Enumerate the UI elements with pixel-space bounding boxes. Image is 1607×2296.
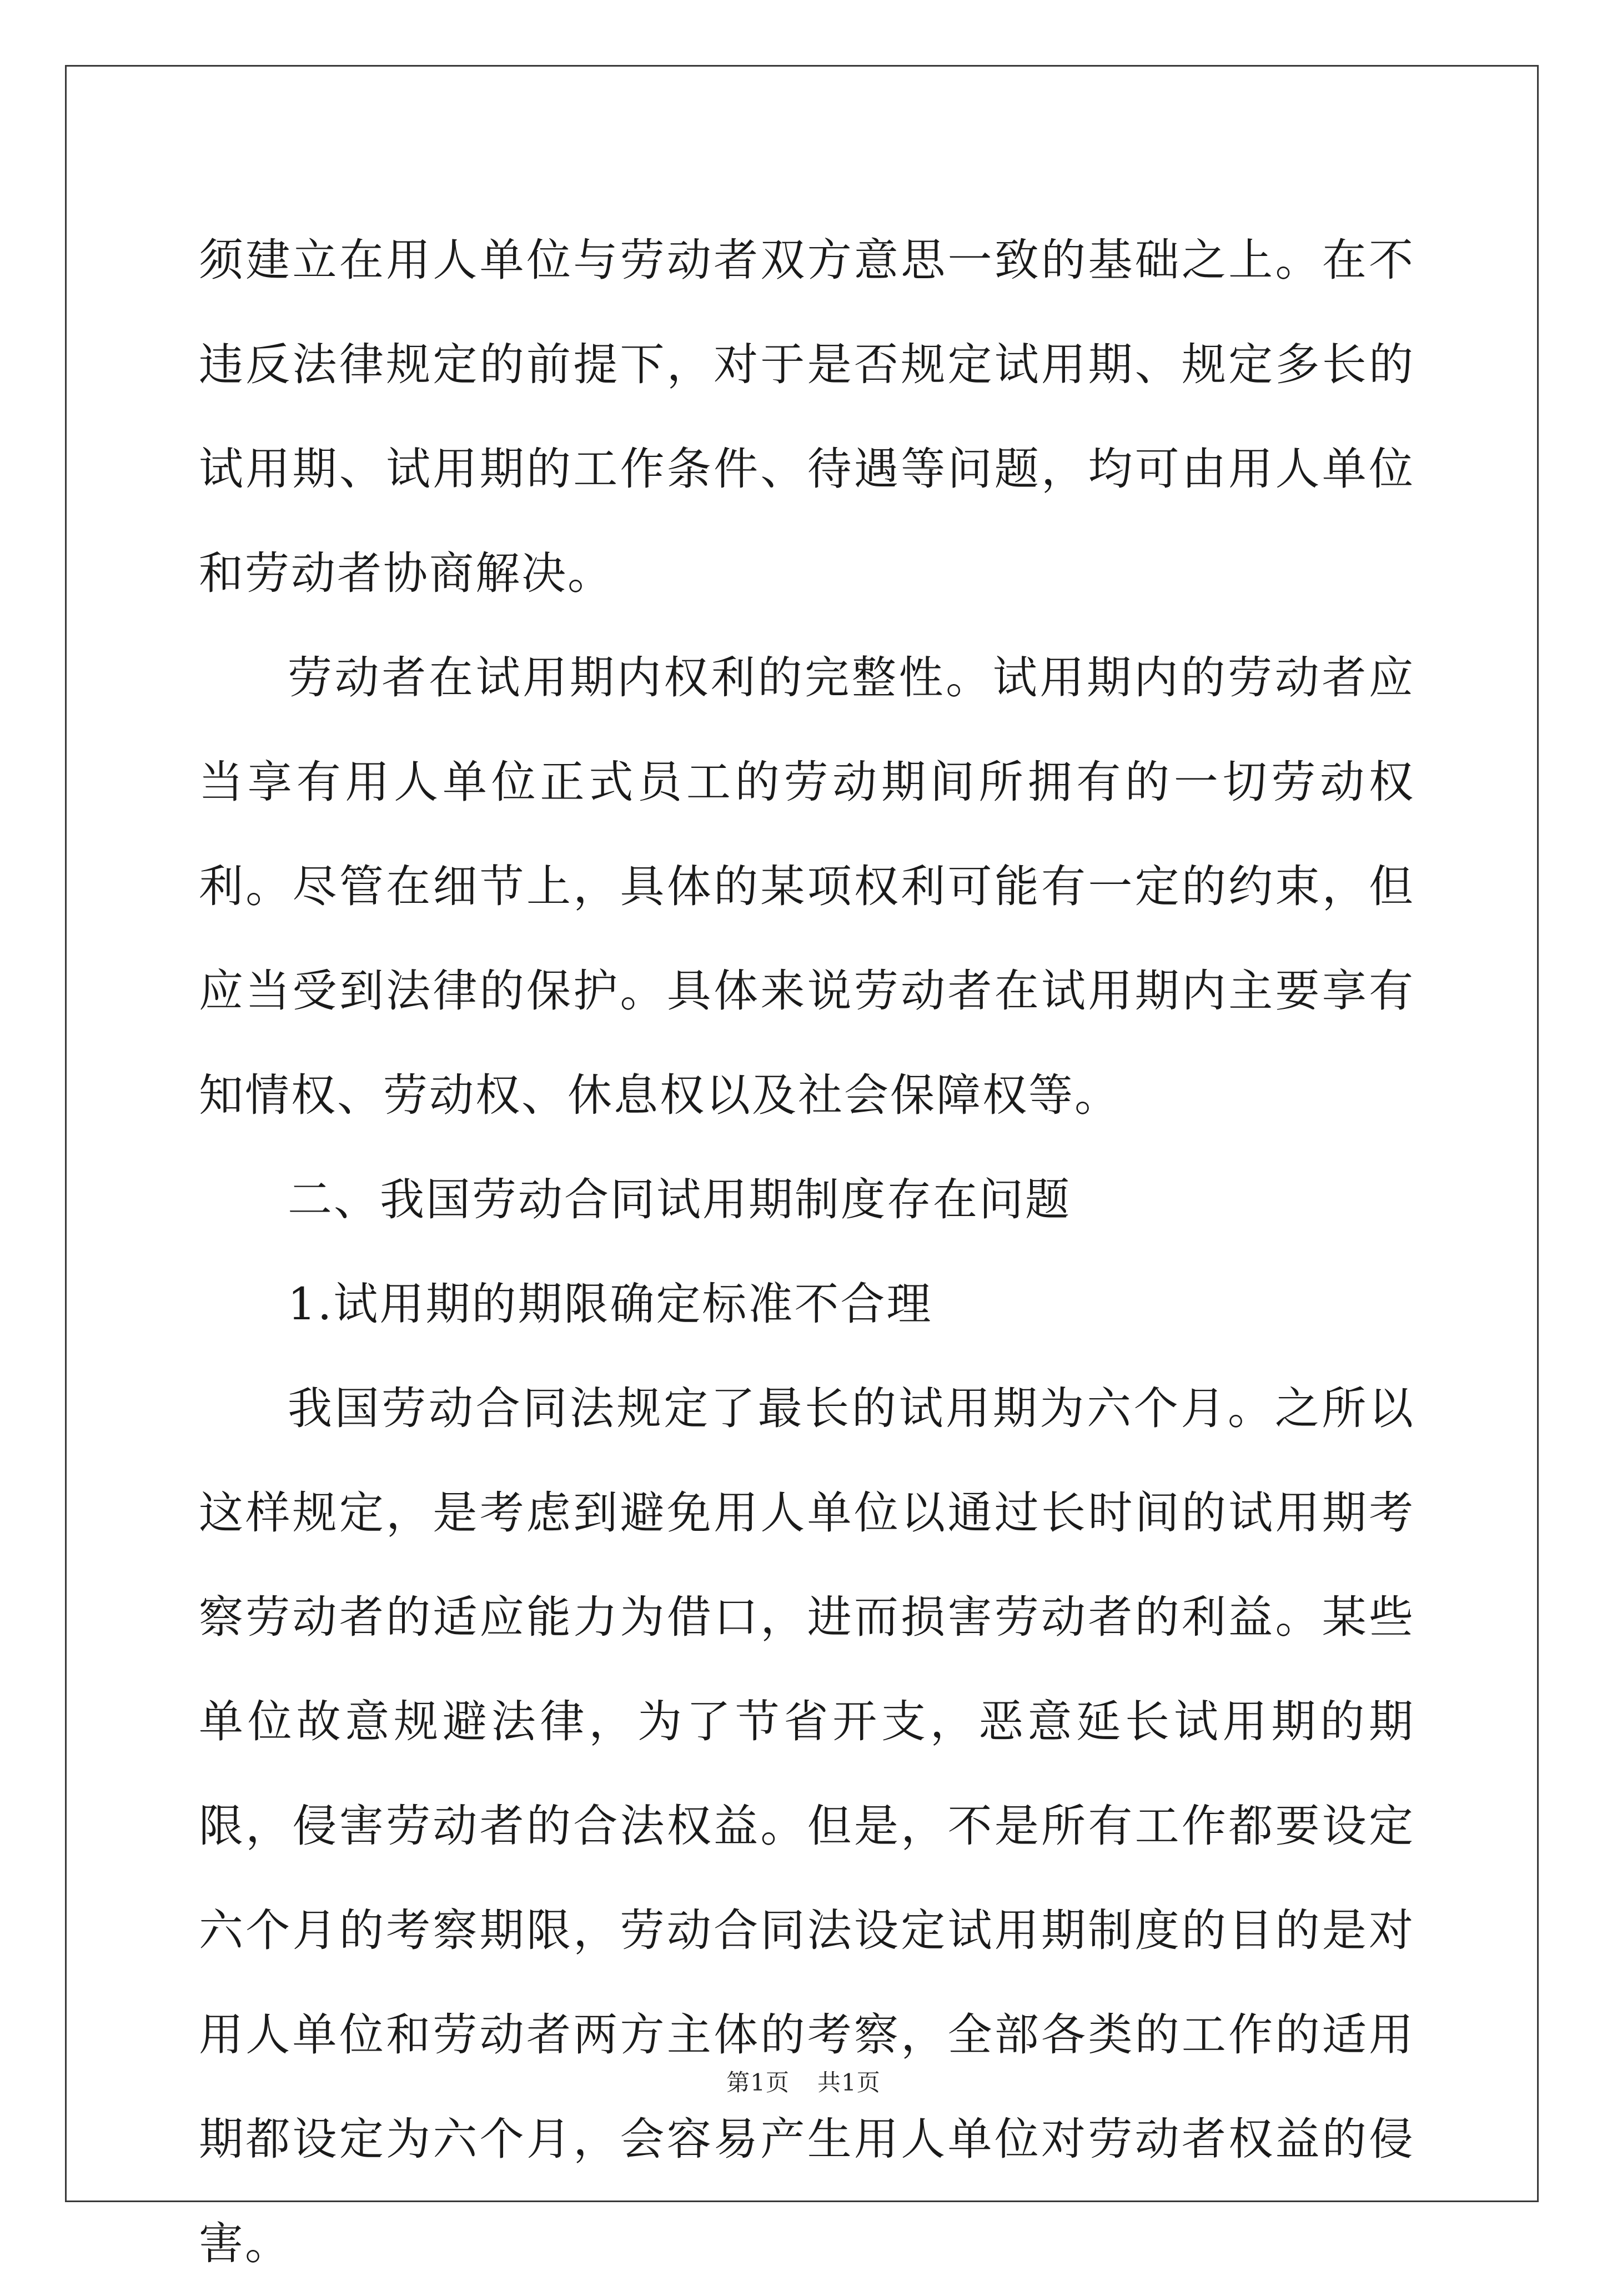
subsection-heading: 1.试用期的期限确定标准不合理 — [288, 1278, 933, 1330]
section-heading: 二、我国劳动合同试用期制度存在问题 — [288, 1174, 1071, 1225]
paragraph-2: 劳动者在试用期内权利的完整性。试用期内的劳动者应当享有用人单位正式员工的劳动期间所拥有的一切劳动权利。尽管在细节上，具体的某项权利可能有一定的约束，但应当受到法律的保护。具体来说劳动者在试用期内主要享有知情权、劳动权、休息权以及社会保障权等。 — [199, 652, 1415, 1121]
document-body — [199, 208, 1415, 2296]
paragraph-1: 须建立在用人单位与劳动者双方意思一致的基础之上。在不违反法律规定的前提下，对于是否规定试用期、规定多长的试用期、试用期的工作条件、待遇等问题，均可由用人单位和劳动者协商解决。 — [199, 234, 1415, 599]
page-total: 共1页 — [817, 2069, 881, 2096]
page-footer — [0, 2064, 1607, 2098]
paragraph-3: 我国劳动合同法规定了最长的试用期为六个月。之所以这样规定，是考虑到避免用人单位以通过长时间的试用期考察劳动者的适应能力为借口，进而损害劳动者的利益。某些单位故意规避法律，为了节省开支，恶意延长试用期的期限，侵害劳动者的合法权益。但是，不是所有工作都要设定六个月的考察期限，劳动合同法设定试用期制度的目的是对用人单位和劳动者两方主体的考察，全部各类的工作的适用期都设定为六个月，会容易产生用人单位对劳动者权益的侵害。 — [199, 1383, 1415, 2269]
page-number: 第1页 — [726, 2069, 790, 2096]
